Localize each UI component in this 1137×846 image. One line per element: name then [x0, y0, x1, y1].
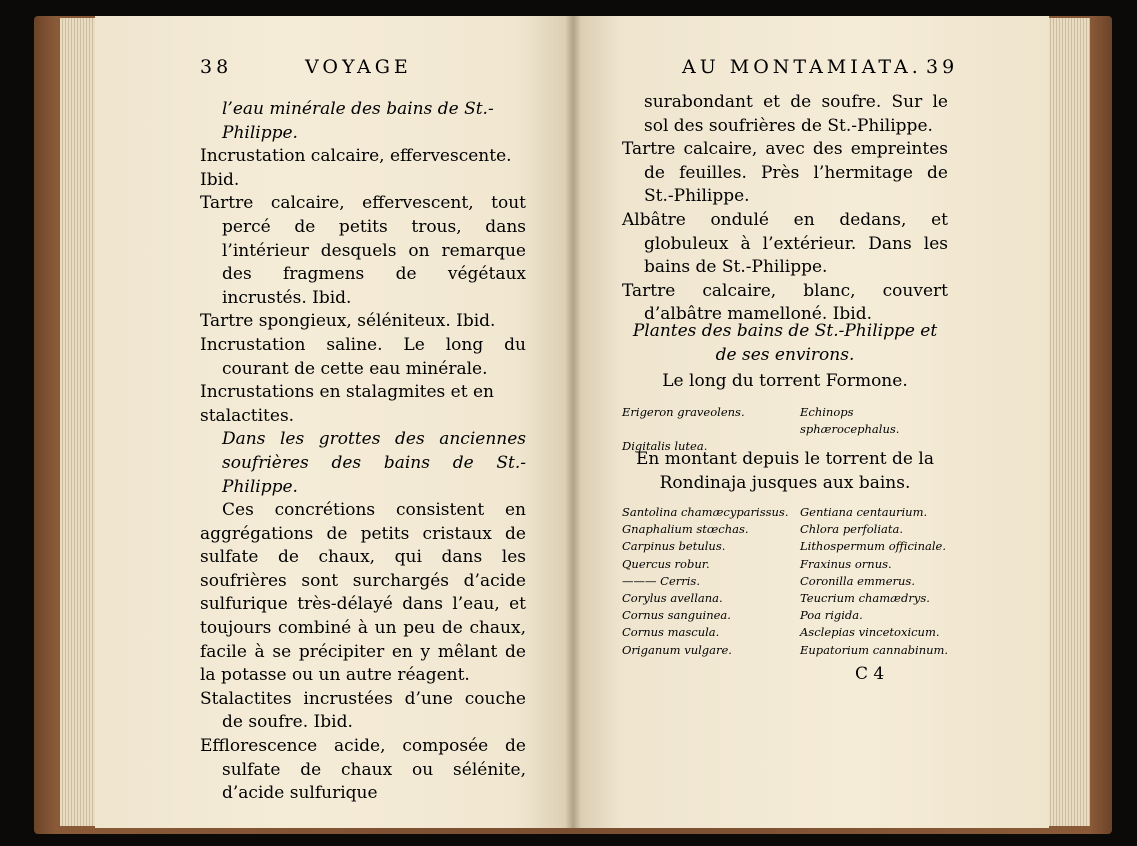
subtitle-formone: Le long du torrent Formone. — [662, 371, 908, 391]
text-paragraph: Tartre calcaire, effervescent, tout percé de petits trous, dans l’intérieur desquels on remarque des fragmens de végétaux incrustés. Ibid. — [200, 193, 526, 308]
plant-name: Erigeron graveolens. — [622, 405, 745, 419]
plant-name: Asclepias vincetoxicum. — [800, 625, 940, 640]
plant-row — [622, 624, 952, 641]
left-running-head: VOYAGE — [305, 56, 412, 78]
plant-name: Santolina chamæcyparissus. — [622, 505, 789, 519]
text-paragraph: Albâtre ondulé en dedans, et globuleux à l’extérieur. Dans les bains de St.-Philippe. — [622, 209, 948, 278]
left-page-body — [200, 98, 526, 806]
left-page-number: 38 — [200, 56, 233, 78]
right-page-body — [622, 91, 948, 327]
text-paragraph: Incrustation saline. Le long du courant de cette eau minérale. — [200, 334, 526, 379]
plant-row — [622, 642, 952, 659]
plant-name: Gnaphalium stœchas. — [622, 522, 749, 537]
text-paragraph: Tartre spongieux, séléniteux. Ibid. — [200, 311, 496, 332]
plant-row — [622, 538, 952, 555]
plant-name: Cornus mascula. — [622, 625, 720, 640]
section-title: Plantes des bains de St.-Philippe et de ses environs. — [632, 321, 938, 365]
text-paragraph: Dans les grottes des anciennes soufrières des bains de St.-Philippe. — [222, 429, 526, 497]
right-running-head: AU MONTAMIATA. — [682, 56, 922, 78]
text-paragraph: l’eau minérale des bains de St.-Philippe. — [222, 99, 494, 143]
plant-row — [622, 521, 952, 538]
plant-name: Chlora perfoliata. — [800, 522, 904, 537]
plant-name: Carpinus betulus. — [622, 539, 726, 554]
text-paragraph: Stalactites incrustées d’une couche de soufre. Ibid. — [200, 688, 526, 733]
plant-name: Coronilla emmerus. — [800, 573, 915, 588]
signature-mark: C 4 — [855, 664, 885, 684]
plant-name: Corylus avellana. — [622, 591, 723, 606]
plant-list-rondinaja — [622, 504, 952, 659]
subtitle-rondinaja: En montant depuis le torrent de la Rondinaja jusques aux bains. — [636, 449, 934, 493]
book-gutter — [565, 16, 581, 828]
text-paragraph: Incrustation calcaire, effervescente. Ibid. — [200, 146, 512, 190]
plant-row — [622, 607, 952, 624]
page-edges-right — [1045, 18, 1090, 826]
plant-name: Digitalis lutea. — [622, 439, 708, 454]
plant-row — [622, 404, 948, 438]
plant-name: Quercus robur. — [622, 556, 710, 571]
plant-name: Origanum vulgare. — [622, 642, 732, 657]
page-edges-left — [60, 18, 100, 826]
text-paragraph: Ces concrétions consistent en aggrégations de petits cristaux de sulfate de chaux, qui dans les soufrières sont surchargés d’acide sulfurique très-délayé dans l’eau, et toujours combiné à un peu de chaux, facile à se précipiter en y mêlant de la potasse ou un autre réagent. — [200, 500, 526, 686]
plant-name: Gentiana centaurium. — [800, 505, 928, 519]
text-paragraph: Incrustations en stalagmites et en stalactites. — [200, 382, 494, 426]
plant-row — [622, 504, 952, 521]
text-paragraph: Efflorescence acide, composée de sulfate de chaux ou sélénite, d’acide sulfurique — [200, 736, 526, 804]
text-paragraph: surabondant et de soufre. Sur le sol des soufrières de St.-Philippe. — [644, 92, 948, 136]
text-paragraph: Tartre calcaire, avec des empreintes de feuilles. Près l’hermitage de St.-Philippe. — [622, 139, 948, 207]
plant-row — [622, 556, 952, 573]
plant-name: Poa rigida. — [800, 608, 863, 623]
plant-name: Fraxinus ornus. — [800, 556, 892, 571]
plant-row — [622, 590, 952, 607]
plant-name: Eupatorium cannabinum. — [800, 642, 949, 657]
text-paragraph: Tartre calcaire, blanc, couvert d’albâtre mamelloné. Ibid. — [622, 280, 948, 325]
plant-name: ——— Cerris. — [622, 573, 700, 588]
plant-name: Echinops sphærocephalus. — [800, 405, 900, 437]
plant-name: Lithospermum officinale. — [800, 539, 946, 554]
plant-name: Teucrium chamædrys. — [800, 591, 930, 606]
plant-row — [622, 573, 952, 590]
right-page-number: 39 — [926, 56, 959, 78]
plant-name: Cornus sanguinea. — [622, 608, 731, 623]
